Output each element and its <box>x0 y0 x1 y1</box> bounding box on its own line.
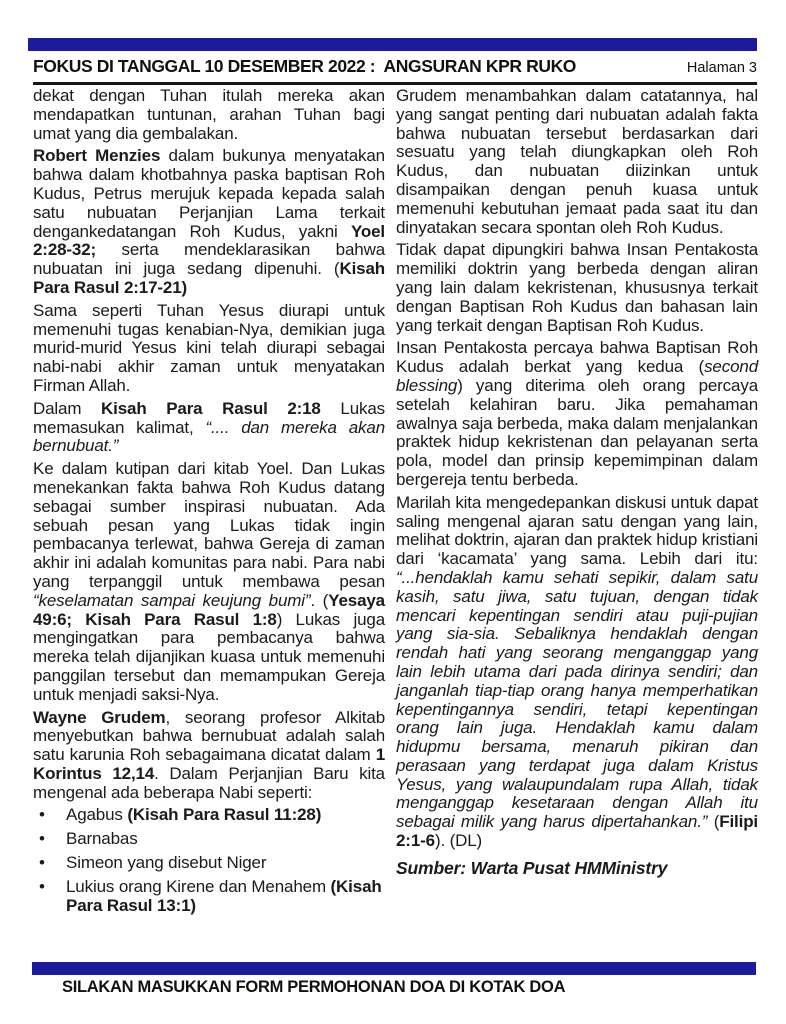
page-header <box>33 53 757 85</box>
text-run: ) Lukas juga mengingatkan para pembacanya bahwa mereka telah dijanjikan kuasa untuk memenuhi panggilan tersebut dan memampukan Gereja untuk menjadi saksi-Nya. <box>33 609 386 704</box>
text-run: ) yang diterima oleh orang percaya setelah kelahiran baru. Jika pemahaman awalnya saja berbeda, maka dalam menjalankan praktek hidup kekristenan dan pelayanan serta pola, model dan prinsip kepemimpinan dalam bergereja tentu berbeda. <box>396 375 758 489</box>
text-run: , seorang profesor Alkitab menyebutkan bahwa bernubuat adalah salah satu karunia Roh sebagaimana dicatat dalam <box>33 707 385 765</box>
text-run: Kisah Para Rasul 2:18 <box>101 398 321 418</box>
text-run: dalam bukunya menyatakan bahwa dalam khotbahnya paska baptisan Roh Kudus, Petrus merujuk kepada kepada salah satu nubuatan Perjanjian Lama terkait dengankedatangan Roh Kudus, yakni <box>33 146 385 241</box>
paragraph <box>33 87 385 143</box>
footer-text: SILAKAN MASUKKAN FORM PERMOHONAN DOA DI KOTAK DOA <box>62 978 566 996</box>
text-run: “.... dan mereka akan bernubuat.” <box>33 417 385 456</box>
top-divider-bar <box>28 38 757 51</box>
bullet-item <box>33 806 385 825</box>
text-run: Sumber: Warta Pusat HMMinistry <box>396 857 668 878</box>
bullet-item <box>33 830 385 849</box>
paragraph <box>33 147 385 297</box>
text-run: Ke dalam kutipan dari kitab Yoel. Dan Lukas menekankan fakta bahwa Roh Kudus datang sebagai sumber inspirasi nubuatan. Ada sebuah pesan yang Lukas tidak ingin pembacanya terlewat, bahwa Gereja di zaman akhir ini adalah komunitas para nabi. Para nabi yang terpanggil untuk membawa pesan <box>33 459 385 591</box>
right-column <box>396 87 758 920</box>
paragraph <box>33 709 385 803</box>
text-run: Sama seperti Tuhan Yesus diurapi untuk memenuhi tugas kenabian-Nya, demikian juga murid-murid Yesus kini telah diurapi sebagai nabi-nabi akhir zaman untuk menyatakan Firman Allah. <box>33 300 385 395</box>
text-run: . ( <box>310 590 329 610</box>
paragraph <box>396 339 758 489</box>
text-run: Tidak dapat dipungkiri bahwa Insan Pentakosta memiliki doktrin yang berbeda dengan aliran yang lain dalam kekristenan, khususnya terkait dengan Baptisan Roh Kudus dan bahasan lain yang terkait dengan Baptisan Roh Kudus. <box>396 240 758 335</box>
text-run: Barnabas <box>66 829 138 849</box>
text-run: ). (DL) <box>434 831 483 851</box>
text-run: Yoel 2:28-32; <box>33 221 385 260</box>
paragraph <box>396 494 758 851</box>
bullet-icon: • <box>39 853 45 873</box>
text-run: Robert Menzies <box>33 146 161 166</box>
article-body <box>33 87 758 920</box>
paragraph <box>33 400 385 456</box>
text-run: . Dalam Perjanjian Baru kita mengenal ada beberapa Nabi seperti: <box>33 763 385 802</box>
text-run: dekat dengan Tuhan itulah mereka akan mendapatkan tuntunan, arahan Tuhan bagi umat yang dia gembalakan. <box>33 86 385 143</box>
bullet-text <box>66 806 385 825</box>
bullet-text <box>66 830 385 849</box>
text-run: Agabus <box>66 805 128 825</box>
bullet-icon: • <box>39 829 45 849</box>
bullet-text <box>66 878 385 916</box>
text-run: Filipi 2:1-6 <box>396 812 758 851</box>
text-run: “keselamatan sampai keujung bumi” <box>33 590 311 610</box>
text-run: Marilah kita mengedepankan diskusi untuk dapat saling mengenal ajaran satu dengan yang lain, melihat doktrin, ajaran dan praktek hidup kristiani dari ‘kacamata’ yang sama. Lebih dari itu: <box>396 492 758 569</box>
bullet-text <box>66 854 385 873</box>
text-run: Grudem menambahkan dalam catatannya, hal yang sangat penting dari nubuatan adalah fakta bahwa nubuatan tersebut berdasarkan dari sesuatu yang telah diungkapkan oleh Roh Kudus, dan nubuatan diizinkan untuk disampaikan dengan penuh kuasa untuk memenuhi kebutuhan jemaat pada saat itu dan dinyatakan secara spontan oleh Roh Kudus. <box>396 86 758 237</box>
text-run: serta mendeklarasikan bahwa nubuatan ini juga sedang dipenuhi. ( <box>33 240 385 279</box>
paragraph <box>33 302 385 396</box>
text-run: Simeon yang disebut Niger <box>66 853 267 873</box>
bottom-divider-bar <box>32 962 756 975</box>
text-run: Dalam <box>33 398 102 418</box>
page-title: FOKUS DI TANGGAL 10 DESEMBER 2022 : ANGSURAN KPR RUKO <box>33 56 577 76</box>
bullet-icon: • <box>39 805 45 825</box>
text-run: Insan Pentakosta percaya bahwa Baptisan Roh Kudus adalah berkat yang kedua ( <box>396 338 758 377</box>
bullet-item <box>33 854 385 873</box>
text-run: Lukius orang Kirene dan Menahem <box>66 876 331 896</box>
text-run: Wayne Grudem <box>33 707 166 727</box>
text-run: ( <box>707 812 720 832</box>
text-run: 1 Korintus 12,14 <box>33 745 385 783</box>
text-run: Yesaya 49:6; Kisah Para Rasul 1:8 <box>33 590 385 629</box>
paragraph <box>33 460 385 704</box>
source-line <box>396 859 758 878</box>
bullet-item <box>33 878 385 916</box>
paragraph <box>396 87 758 237</box>
text-run: “...hendaklah kamu sehati sepikir, dalam satu kasih, satu jiwa, satu tujuan, dengan tidak mencari kepentingan sendiri atau puji-pujian yang sia-sia. Sebaliknya hendaklah dengan rendah hati yang seorang menganggap yang lain lebih utama dari pada dirinya sendiri; dan janganlah tiap-tiap orang hanya memperhatikan kepentingannya sendiri, tetapi kepentingan orang lain juga. Hendaklah kamu dalam hidupmu bersama, menaruh pikiran dan perasaan yang terdapat juga dalam Kristus Yesus, yang walaupundalam rupa Allah, tidak menganggap kesetaraan dengan Allah itu sebagai milik yang harus dipertahankan.” <box>396 567 758 832</box>
text-run: Kisah Para Rasul 2:17-21) <box>33 259 385 297</box>
paragraph <box>396 241 758 335</box>
text-run: (Kisah Para Rasul 11:28) <box>127 805 322 825</box>
page-number: Halaman 3 <box>686 60 757 76</box>
text-run: Lukas memasukan kalimat, <box>33 398 386 437</box>
text-run: second blessing <box>396 357 758 395</box>
text-run: (Kisah Para Rasul 13:1) <box>66 876 382 915</box>
left-column <box>33 87 385 920</box>
bullet-icon: • <box>39 876 45 896</box>
